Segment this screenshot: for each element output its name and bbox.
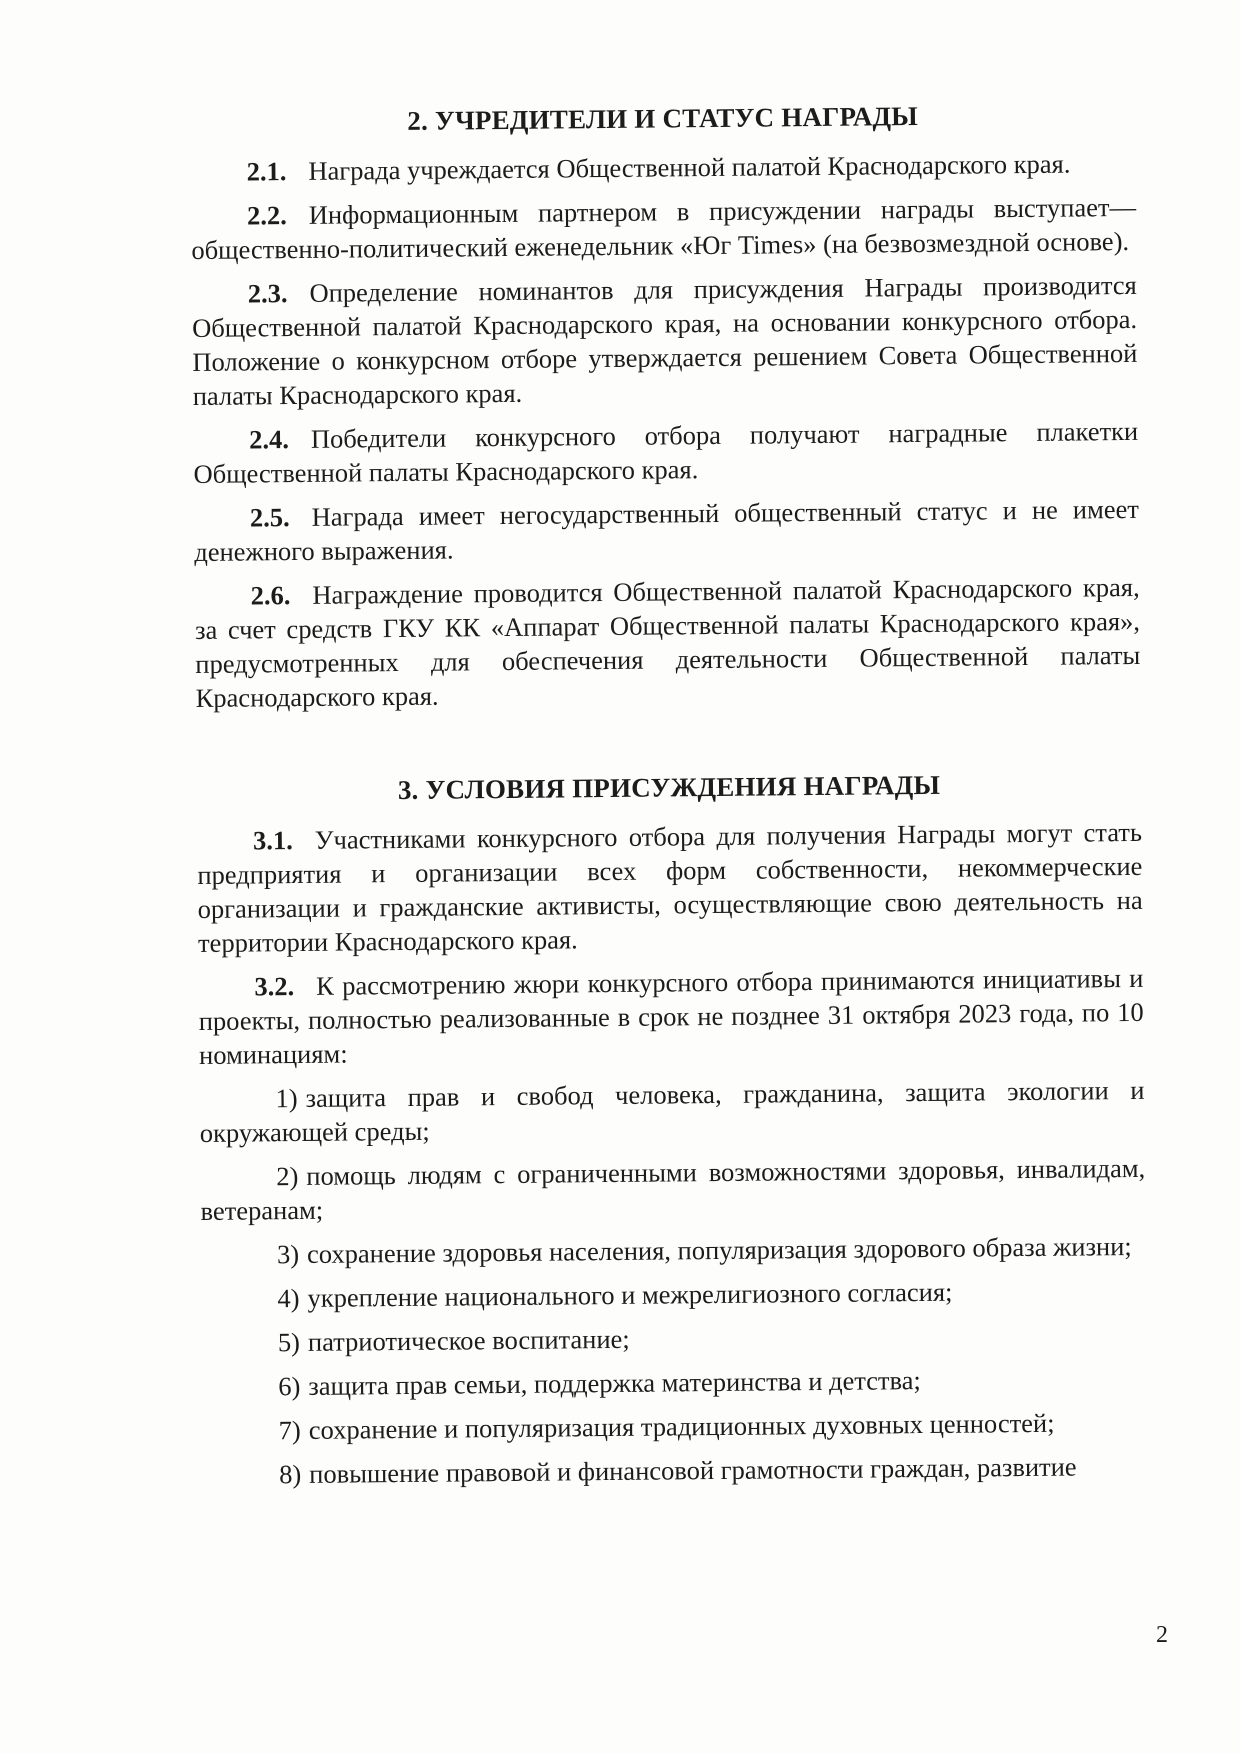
- clause-3-1: [197, 815, 1143, 960]
- clause-text: Определение номинантов для присуждения Награды производится Общественной палатой Краснодарского края, на основании конкурсного отбора. Положение о конкурсном отборе утверждается решением Совета Общественной палаты Краснодарского края.: [191, 269, 1138, 411]
- nomination-text: помощь людям с ограниченными возможностями здоровья, инвалидам, ветеранам;: [200, 1152, 1146, 1226]
- nomination-8: [203, 1449, 1148, 1492]
- clause-text: Награждение проводится Общественной палатой Краснодарского края, за счет средств ГКУ КК «Аппарат Общественной палаты Краснодарского края», предусмотренных для обеспечения деятельности Общественной палаты Краснодарского края.: [194, 571, 1141, 713]
- nomination-text: сохранение и популяризация традиционных духовных ценностей;: [308, 1407, 1055, 1445]
- clause-number: 2.6.: [250, 580, 291, 611]
- clause-2-5: [194, 492, 1140, 569]
- nomination-text: укрепление национального и межрелигиозного согласия;: [307, 1276, 953, 1313]
- nomination-number: 4): [277, 1283, 300, 1314]
- nomination-4: [201, 1273, 1146, 1316]
- clause-number: 3.1.: [252, 825, 293, 856]
- nomination-number: 3): [276, 1239, 300, 1270]
- clause-3-2: [198, 961, 1144, 1072]
- document-content: [190, 99, 1148, 1502]
- clause-text: Победители конкурсного отбора получают наградные плакетки Общественной палаты Краснодарского края.: [193, 415, 1139, 489]
- clause-number: 2.4.: [249, 424, 290, 455]
- clause-2-3: [192, 268, 1138, 413]
- nomination-number: 6): [278, 1371, 301, 1402]
- nomination-number: 2): [276, 1161, 299, 1192]
- clause-number: 2.5.: [249, 502, 290, 533]
- clause-number: 2.1.: [246, 156, 287, 187]
- clause-text: Награда имеет негосударственный общественный статус и не имеет денежного выражения.: [194, 493, 1140, 567]
- clause-number: 2.2.: [246, 200, 287, 231]
- clause-text: Участниками конкурсного отбора для получения Награды могут стать предприятия и организации всех форм собственности, некоммерческие организации и гражданские активисты, осуществляющие свою деятельность на территории Краснодарского края.: [197, 816, 1143, 958]
- nomination-2: [200, 1151, 1146, 1228]
- nomination-number: 7): [278, 1414, 301, 1446]
- clause-number: 2.3.: [247, 278, 288, 309]
- nomination-3: [201, 1229, 1146, 1272]
- nomination-7: [203, 1405, 1148, 1448]
- nomination-number: 1): [275, 1083, 298, 1114]
- clause-2-6: [195, 570, 1141, 715]
- nomination-text: защита прав семьи, поддержка материнства и детства;: [308, 1365, 921, 1401]
- nomination-text: сохранение здоровья населения, популяризация здорового образа жизни;: [306, 1231, 1132, 1269]
- page-number: 2: [1156, 1622, 1168, 1648]
- nomination-text: защита прав и свобод человека, гражданина, защита экологии и окружающей среды;: [199, 1074, 1145, 1148]
- section-2-heading: 2. УЧРЕДИТЕЛИ И СТАТУС НАГРАДЫ: [407, 101, 919, 136]
- nomination-1: [199, 1073, 1145, 1150]
- clause-number: 3.2.: [254, 971, 295, 1002]
- clause-2-4: [193, 414, 1139, 491]
- clause-2-1: [190, 146, 1135, 189]
- nomination-number: 5): [277, 1327, 301, 1358]
- nomination-6: [202, 1361, 1147, 1404]
- clause-text: Награда учреждается Общественной палатой Краснодарского края.: [308, 148, 1071, 186]
- clause-2-2: [191, 190, 1137, 267]
- nomination-5: [202, 1317, 1147, 1360]
- nomination-number: 8): [278, 1458, 302, 1490]
- nomination-text: патриотическое воспитание;: [307, 1323, 630, 1357]
- nomination-text: повышение правовой и финансовой грамотности граждан, развитие: [309, 1451, 1077, 1489]
- section-3-heading: 3. УСЛОВИЯ ПРИСУЖДЕНИЯ НАГРАДЫ: [397, 769, 941, 806]
- clause-text: К рассмотрению жюри конкурсного отбора принимаются инициативы и проекты, полностью реализованные в срок не позднее 31 октября 2023 года, по 10 номинациям:: [198, 962, 1144, 1070]
- clause-text: Информационным партнером в присуждении награды выступает— общественно-политический еженедельник «Юг Times» (на безвозмездной основе).: [191, 191, 1137, 265]
